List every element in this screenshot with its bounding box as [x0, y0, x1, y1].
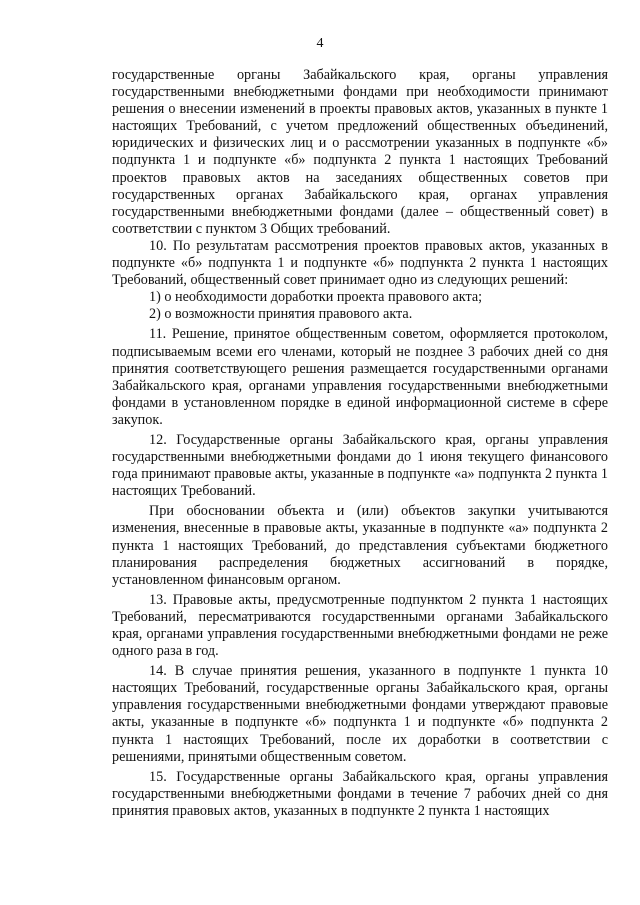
paragraph-item-12-detail: При обосновании объекта и (или) объектов закупки учитываются изменения, внесенные в правовые акты, указанные в подпункте «а» подпункта 2 пункта 1 настоящих Требований, до представления субъектами бюджетного планирования распределения бюджетных ассигнований в порядке, установленном финансовым органом. — [112, 503, 608, 588]
paragraph-subitem-2: 2) о возможности принятия правового акта. — [149, 306, 413, 323]
document-body — [112, 67, 608, 820]
paragraph-item-15: 15. Государственные органы Забайкальского края, органы управления государственными внебюджетными фондами в течение 7 рабочих дней со дня принятия правовых актов, указанных в подпункте 2 пункта 1 настоящих — [112, 768, 608, 819]
paragraph-item-14: 14. В случае принятия решения, указанного в подпункте 1 пункта 10 настоящих Требований, государственные органы Забайкальского края, органы управления государственными внебюджетными фондами утверждают правовые акты, указанные в подпункте «б» подпункта 1 и подпункте «б» подпункта 2 пункта 1 настоящих Требований, после их доработки в соответствии с решениями, принятыми общественным советом. — [112, 663, 608, 765]
paragraph-item-10: 10. По результатам рассмотрения проектов правовых актов, указанных в подпункте «б» подпункта 1 и подпункте «б» подпункта 2 пункта 1 настоящих Требований, общественный совет принимает одно из следующих решений: — [112, 237, 608, 289]
paragraph-item-13: 13. Правовые акты, предусмотренные подпунктом 2 пункта 1 настоящих Требований, пересматриваются государственными органами Забайкальского края, органами управления государственными внебюджетными фондами не реже одного раза в год. — [112, 591, 608, 660]
paragraph-item-11: 11. Решение, принятое общественным советом, оформляется протоколом, подписываемым всеми его членами, который не позднее 3 рабочих дней со дня принятия соответствующего решения размещается государственными органами Забайкальского края, органами управления государственными внебюджетными фондами в установленном порядке в единой информационной системе в сфере закупок. — [112, 326, 608, 428]
paragraph-subitem-1: 1) о необходимости доработки проекта правового акта; — [149, 289, 483, 306]
paragraph-continuation: государственные органы Забайкальского края, органы управления государственными внебюджетными фондами при необходимости принимают решения о внесении изменений в проекты правовых актов, указанных в пункте 1 настоящих Требований, с учетом предложений общественных объединений, юридических и физических лиц и о рассмотрении указанных в подпункте «б» подпункта 1 и подпункте «б» подпункта 2 пункта 1 настоящих Требований проектов правовых актов на заседаниях общественных советов при государственных органах Забайкальского края, органах управления государственными внебюджетными фондами (далее – общественный совет) в соответствии с пунктом 3 Общих требований. — [112, 67, 608, 237]
page-number: 4 — [316, 36, 324, 51]
paragraph-item-12: 12. Государственные органы Забайкальского края, органы управления государственными внебюджетными фондами до 1 июня текущего финансового года принимают правовые акты, указанные в подпункте «а» подпункта 2 пункта 1 настоящих Требований. — [112, 431, 608, 500]
